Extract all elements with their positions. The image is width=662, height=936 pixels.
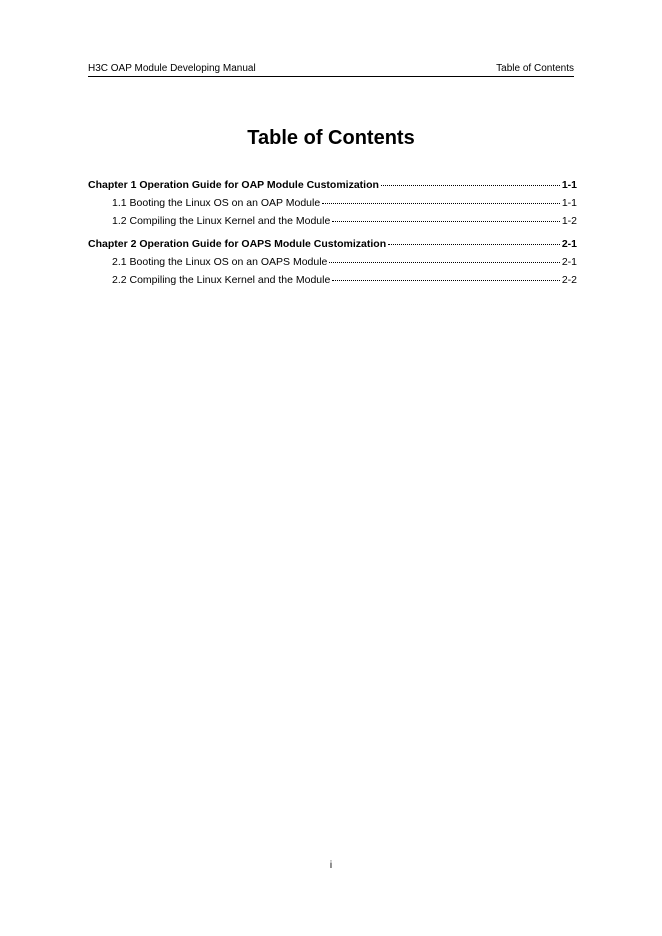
toc-entry-text: Chapter 1 Operation Guide for OAP Module Customization: [88, 179, 379, 191]
toc-entry-chapter-2[interactable]: [88, 236, 577, 251]
toc-page-number: 1-1: [561, 197, 577, 209]
dot-leader: [332, 270, 560, 281]
toc-entry-text: 2.2 Compiling the Linux Kernel and the Module: [112, 274, 331, 286]
dot-leader: [381, 175, 560, 186]
toc-page-number: 2-1: [561, 238, 577, 250]
table-of-contents: [88, 177, 577, 287]
header-section-title: Table of Contents: [496, 63, 574, 74]
dot-leader: [332, 211, 560, 222]
page-header: [88, 63, 574, 77]
toc-entry-chapter-1[interactable]: [88, 177, 577, 192]
toc-entry-section-2-2[interactable]: [88, 272, 577, 287]
toc-entry-text: Chapter 2 Operation Guide for OAPS Module Customization: [88, 238, 387, 250]
toc-entry-section-2-1[interactable]: [88, 254, 577, 269]
page-title: Table of Contents: [247, 127, 415, 149]
toc-page-number: 1-2: [561, 215, 577, 227]
header-manual-title: H3C OAP Module Developing Manual: [88, 63, 256, 74]
toc-entry-text: 2.1 Booting the Linux OS on an OAPS Module: [112, 256, 328, 268]
toc-page-number: 2-1: [561, 256, 577, 268]
dot-leader: [322, 193, 560, 204]
toc-entry-text: 1.1 Booting the Linux OS on an OAP Module: [112, 197, 321, 209]
toc-entry-section-1-1[interactable]: [88, 195, 577, 210]
toc-entry-section-1-2[interactable]: [88, 213, 577, 228]
footer-page-number: i: [329, 860, 333, 871]
dot-leader: [329, 252, 559, 263]
toc-page-number: 2-2: [561, 274, 577, 286]
dot-leader: [388, 234, 560, 245]
toc-page-number: 1-1: [561, 179, 577, 191]
toc-entry-text: 1.2 Compiling the Linux Kernel and the Module: [112, 215, 331, 227]
